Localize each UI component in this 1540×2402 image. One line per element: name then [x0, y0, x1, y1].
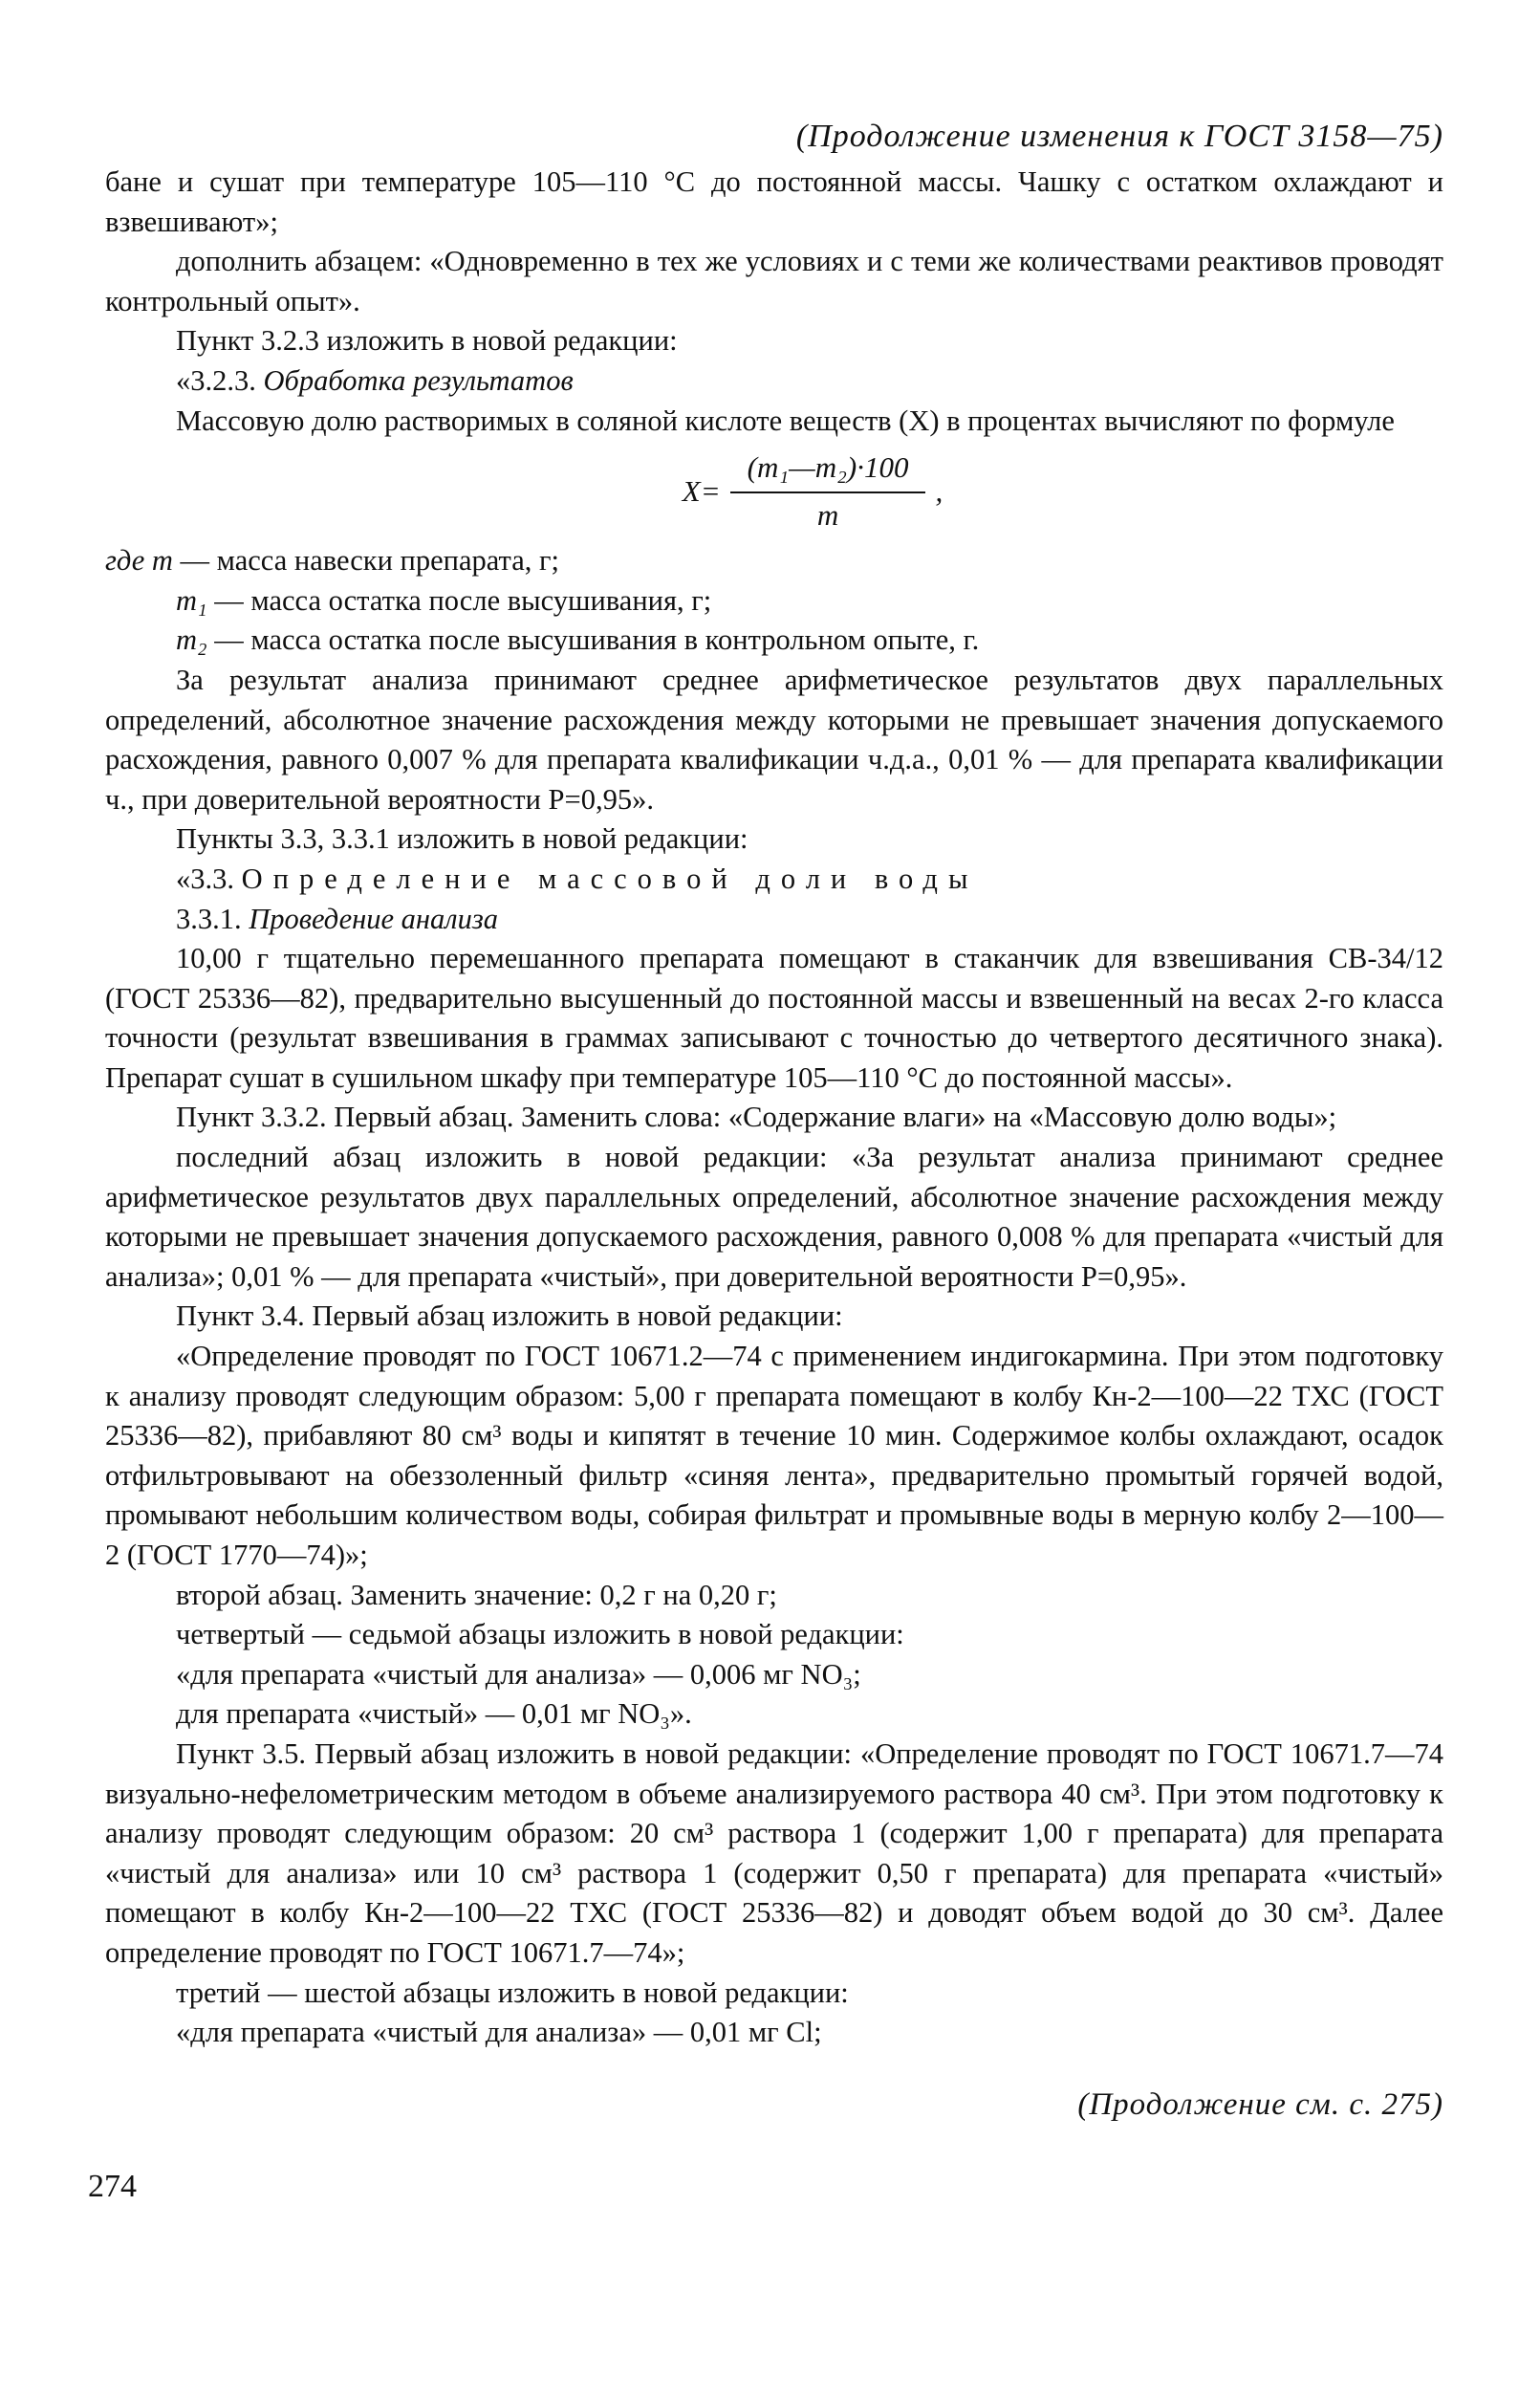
- section-title: Проведение анализа: [249, 902, 499, 935]
- description: — масса остатка после высушивания, г;: [206, 583, 712, 617]
- formula-trail: ,: [935, 473, 944, 508]
- formula: [182, 441, 1443, 541]
- formula-denominator: m: [816, 497, 839, 532]
- paragraph-2: дополнить абзацем: «Одновременно в тех же условиях и с теми же количествами реактивов проводят контрольный опыт».: [105, 245, 1443, 317]
- definition-m2: [105, 621, 1443, 661]
- formula-fraction: [730, 448, 926, 535]
- running-header: (Продолжение изменения к ГОСТ 3158—75): [795, 119, 1443, 154]
- section-number: «3.3.: [176, 862, 242, 895]
- paragraph-10: «Определение проводят по ГОСТ 10671.2—74 с применением индигокармина. При этом подготовку к анализу проводят следующим образом: 5,00 г препарата помещают в колбу Кн-2—100—22 ТХС (ГОСТ 25336—82), прибавляют 80 см³ воды и кипятят в течение 10 мин. Содержимое колбы охлаждают, осадок отфильтровывают на обеззоленный фильтр «синяя лента», предварительно промытый горячей водой, промывают небольшим количеством воды, собирая фильтрат и промывные воды в мерную колбу 2—100—2 (ГОСТ 1770—74)»;: [105, 1340, 1443, 1571]
- paragraph-4: За результат анализа принимают среднее арифметическое результатов двух параллельных определений, абсолютное значение расхождения между которыми не превышает значения допускаемого расхождения, равного 0,007 % для препарата квалификации ч.д.а., 0,01 % — для препарата квалификации ч., при доверительной вероятности P=0,95».: [105, 663, 1443, 816]
- formula-lhs: X=: [682, 473, 721, 508]
- paragraph-15: Пункт 3.5. Первый абзац изложить в новой редакции: «Определение проводят по ГОСТ 10671.7—74 визуально-нефелометрическим методом в объеме анализируемого раствора 40 см³. При этом подготовку к анализу проводят следующим образом: 20 см³ раствора 1 (содержит 1,00 г препарата) для препарата «чистый для анализа» или 10 см³ раствора 1 (содержит 0,50 г препарата) для препарата «чистый» помещают в колбу Кн-2—100—22 ТХС (ГОСТ 25336—82) и доводят объем водой до 30 см³. Далее определение проводят по ГОСТ 10671.7—74»;: [105, 1736, 1443, 1969]
- description: — масса остатка после высушивания в контрольном опыте, г.: [206, 623, 980, 657]
- paragraph-11: второй абзац. Заменить значение: 0,2 г на 0,20 г;: [176, 1578, 777, 1611]
- paragraph-13: «для препарата «чистый для анализа» — 0,006 мг NO₃;: [176, 1657, 861, 1691]
- section-title: Обработка результатов: [263, 363, 574, 397]
- section-number: «3.2.3.: [176, 363, 264, 397]
- section-heading-3-3: [105, 860, 1443, 900]
- symbol: m₁: [176, 583, 207, 617]
- formula-intro: Массовую долю растворимых в соляной кислоте веществ (X) в процентах вычисляют по формуле: [176, 404, 1395, 437]
- paragraph-7: Пункт 3.3.2. Первый абзац. Заменить слова: «Содержание влаги» на «Массовую долю воды»;: [176, 1101, 1337, 1134]
- paragraph-1: бане и сушат при температуре 105—110 °С до постоянной массы. Чашку с остатком охлаждают и взвешивают»;: [105, 165, 1443, 238]
- continuation-note: (Продолжение см. с. 275): [1077, 2086, 1443, 2122]
- section-heading-3-3-1: [105, 900, 1443, 940]
- paragraph-6: 10,00 г тщательно перемешанного препарата помещают в стаканчик для взвешивания СВ-34/12 (ГОСТ 25336—82), предварительно высушенный до постоянной массы и взвешенный на весах 2-го класса точности (результат взвешивания в граммах записывают с точностью до четвертого десятичного знака). Препарат сушат в сушильном шкафу при температуре 105—110 °С до постоянной массы».: [105, 942, 1443, 1094]
- paragraph-14: для препарата «чистый» — 0,01 мг NO₃».: [176, 1697, 692, 1731]
- section-heading-3-2-3: [105, 361, 1443, 402]
- paragraph-9: Пункт 3.4. Первый абзац изложить в новой редакции:: [176, 1299, 843, 1333]
- document-page: [105, 115, 1443, 2125]
- paragraph-16: третий — шестой абзацы изложить в новой редакции:: [176, 1976, 849, 2009]
- paragraph-12: четвертый — седьмой абзацы изложить в новой редакции:: [176, 1618, 904, 1651]
- description: — масса навески препарата, г;: [172, 544, 560, 578]
- formula-numerator: (m₁—m₂)·100: [730, 448, 926, 493]
- section-number: 3.3.1.: [176, 902, 249, 935]
- symbol: m₂: [176, 623, 207, 657]
- paragraph-3: Пункт 3.2.3 изложить в новой редакции:: [176, 324, 678, 358]
- paragraph-5: Пункты 3.3, 3.3.1 изложить в новой редакции:: [176, 822, 748, 856]
- definition-m1: [105, 581, 1443, 622]
- definition-m: [105, 541, 1443, 581]
- paragraph-8: последний абзац изложить в новой редакции: «За результат анализа принимают среднее арифметическое результатов двух параллельных определений, абсолютное значение расхождения между которыми не превышает значения допускаемого расхождения, равного 0,008 % для препарата «чистый для анализа»; 0,01 % — для препарата «чистый», при доверительной вероятности P=0,95».: [105, 1141, 1443, 1293]
- paragraph-17: «для препарата «чистый для анализа» — 0,01 мг Cl;: [176, 2016, 822, 2049]
- section-title: Определение массовой доли воды: [241, 862, 979, 895]
- variable-definitions: [105, 541, 1443, 661]
- page-number: 274: [88, 2169, 137, 2204]
- symbol: где m: [105, 544, 173, 578]
